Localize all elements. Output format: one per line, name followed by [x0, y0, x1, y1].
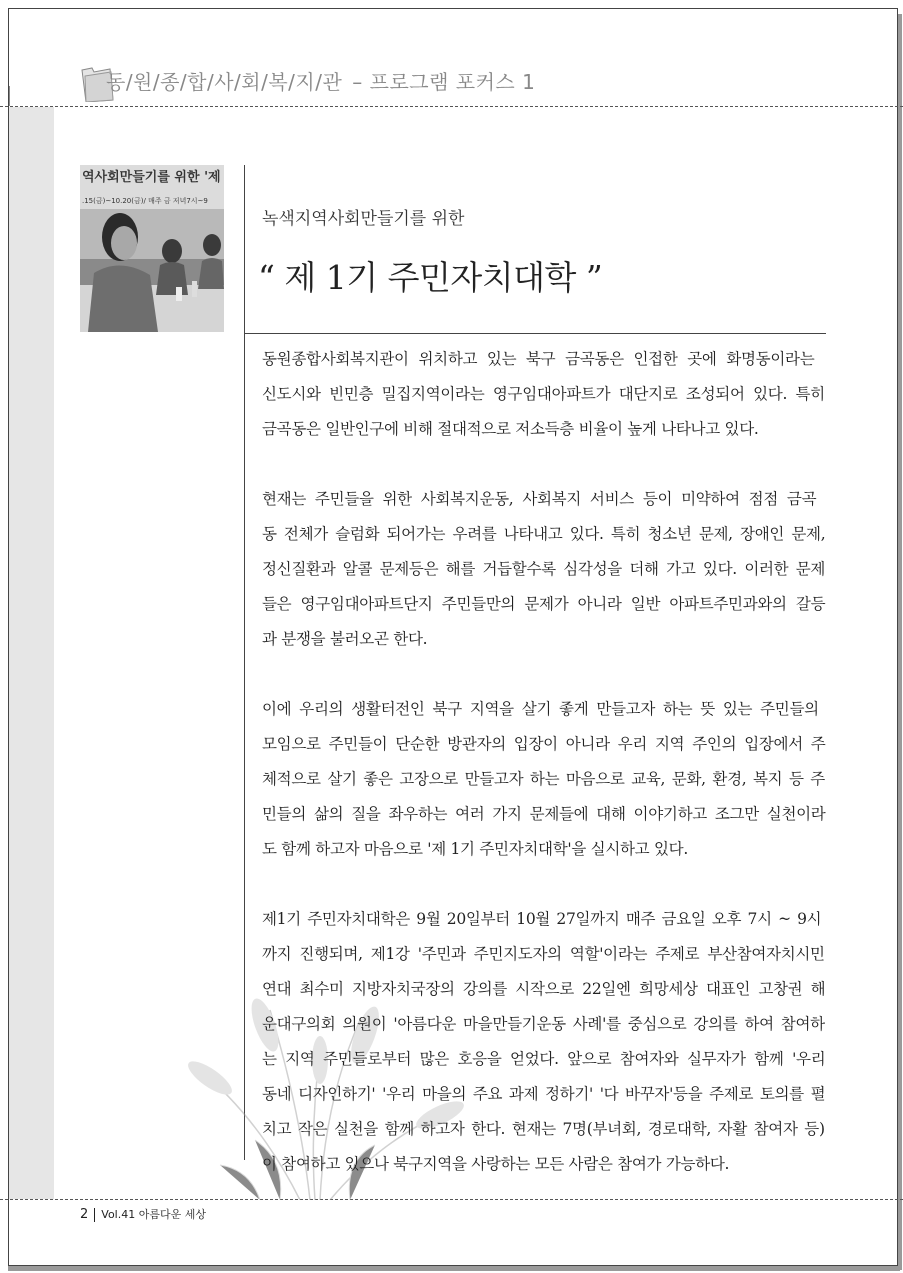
article-title: “ 제 1기 주민자치대학 ”: [258, 258, 603, 297]
left-margin-tick: [0, 86, 10, 106]
photo-banner-date: .15(금)~10.20(금)/ 매주 금 저녁7시~9: [82, 197, 208, 205]
text-line: 체적으로 살기 좋은 고장으로 만들고자 하는 마음으로 교육, 문화, 환경, 복지 등 주: [262, 770, 825, 788]
event-photo: [80, 165, 224, 332]
text-line: 까지 진행되며, 제1강 '주민과 주민지도자의 역할'이라는 주제로 부산참여자치시민: [262, 945, 825, 963]
text-line: 는 지역 주민들로부터 많은 호응을 얻었다. 앞으로 참여자와 실무자가 함께 '우리: [262, 1050, 826, 1068]
header-title: [106, 66, 535, 95]
text-line: 들은 영구임대아파트단지 주민들만의 문제가 아니라 일반 아파트주민과와의 갈등: [262, 595, 826, 613]
text-line: 동원종합사회복지관이 위치하고 있는 북구 금곡동은 인접한 곳에 화명동이라는: [262, 350, 815, 368]
text-line: 과 분쟁을 불러오곤 한다.: [262, 630, 428, 648]
text-line: 제1기 주민자치대학은 9월 20일부터 10월 27일까지 매주 금요일 오후 7시 ~ 9시: [262, 910, 822, 928]
article-subtitle: 녹색지역사회만들기를 위한: [262, 209, 465, 229]
text-line: 동네 디자인하기' '우리 마을의 주요 과제 정하기' '다 바꾸자'등을 주제로 토의를 펼: [262, 1085, 826, 1103]
text-line: 모임으로 주민들이 단순한 방관자의 입장이 아니라 우리 지역 주인의 입장에서 주: [262, 735, 826, 753]
text-line: 이에 우리의 생활터전인 북구 지역을 살기 좋게 만들고자 하는 뜻 있는 주민들의: [262, 700, 819, 718]
text-line: 치고 작은 실천을 함께 하고자 한다. 현재는 7명(부녀회, 경로대학, 자활 참여자 등): [262, 1120, 825, 1138]
article-body: [262, 342, 825, 1217]
text-line: 금곡동은 일반인구에 비해 절대적으로 저소득층 비율이 높게 나타나고 있다.: [262, 420, 759, 438]
text-line: 연대 최수미 지방자치국장의 강의를 시작으로 22일엔 희망세상 대표인 고창권 해: [262, 980, 826, 998]
paragraph: [262, 692, 825, 867]
left-margin-band: [9, 107, 54, 1199]
text-line: 현재는 주민들을 위한 사회복지운동, 사회복지 서비스 등이 미약하여 점점 금곡: [262, 490, 817, 508]
page-footer: [80, 1206, 206, 1222]
text-line: 운대구의회 의원이 '아름다운 마을만들기운동 사례'를 중심으로 강의를 하여 참여하: [262, 1015, 825, 1033]
text-line: 정신질환과 알콜 문제등은 해를 거듭할수록 심각성을 더해 가고 있다. 이러한 문제: [262, 560, 826, 578]
header-divider: [0, 106, 903, 107]
page-shadow-bottom: [8, 1266, 900, 1271]
event-photo-image: [80, 165, 224, 332]
title-underline: [244, 333, 826, 334]
text-line: 신도시와 빈민층 밀집지역이라는 영구임대아파트가 대단지로 조성되어 있다. 특히: [262, 385, 825, 403]
footer-separator: [94, 1208, 95, 1222]
paragraph: [262, 902, 825, 1182]
text-line: 도 함께 하고자 마음으로 '제 1기 주민자치대학'을 실시하고 있다.: [262, 840, 688, 858]
page-number: 2: [80, 1207, 89, 1222]
text-line: 이 참여하고 있으나 북구지역을 사랑하는 모든 사람은 참여가 가능하다.: [262, 1155, 730, 1173]
page-shadow-right: [898, 14, 902, 1270]
publication-name: Vol.41 아름다운 세상: [101, 1208, 206, 1221]
header-organization: 동/원/종/합/사/회/복/지/관: [106, 70, 343, 94]
paragraph: [262, 342, 825, 447]
photo-banner-title: 역사회만들기를 위한 '제: [82, 170, 221, 185]
text-line: 동 전체가 슬럼화 되어가는 우려를 나타내고 있다. 특히 청소년 문제, 장애인 문제,: [262, 525, 826, 543]
text-line: 민들의 삶의 질을 좌우하는 여러 가지 문제들에 대해 이야기하고 조그만 실천이라: [262, 805, 826, 823]
paragraph: [262, 482, 825, 657]
header-section: – 프로그램 포커스 1: [352, 70, 536, 94]
